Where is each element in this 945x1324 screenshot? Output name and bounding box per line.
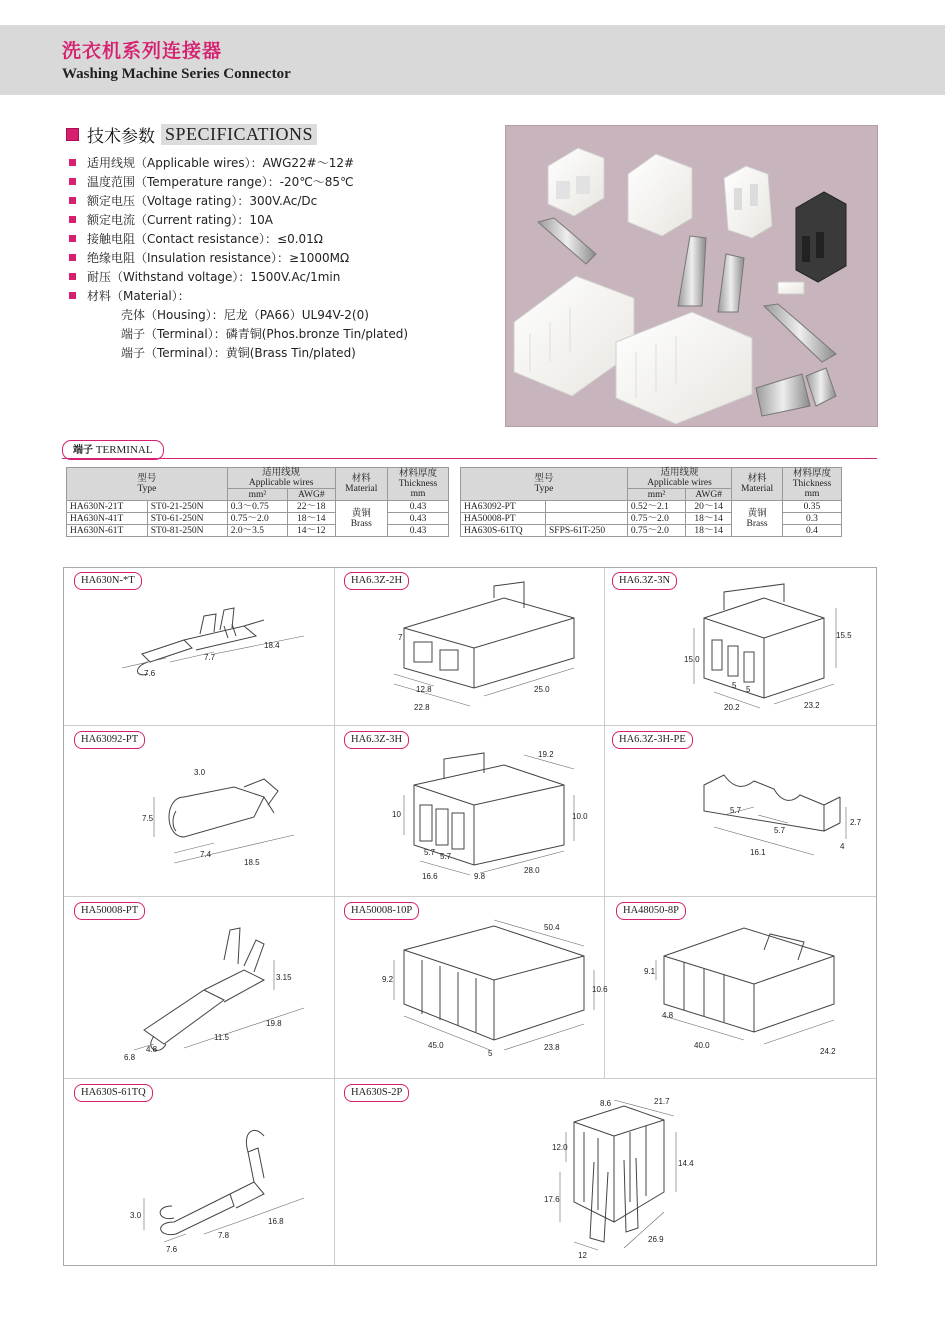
svg-text:8.6: 8.6 bbox=[600, 1099, 612, 1108]
svg-text:26.9: 26.9 bbox=[648, 1235, 664, 1244]
product-photo bbox=[505, 125, 878, 427]
drawing-ha630s2p bbox=[514, 1092, 714, 1264]
terminal-table-right bbox=[460, 467, 842, 537]
svg-text:5.7: 5.7 bbox=[424, 848, 436, 857]
specs-list bbox=[69, 153, 408, 362]
drawing-cell-ha5000810p bbox=[334, 896, 608, 1078]
table-row: HA630N-61T ST0-81-250N 2.0～3.5 14～12 0.43 bbox=[67, 525, 449, 537]
svg-text:16.1: 16.1 bbox=[750, 848, 766, 857]
svg-text:7.8: 7.8 bbox=[218, 1231, 230, 1240]
drawings-grid bbox=[63, 567, 877, 1266]
drawing-cell-ha63z2h bbox=[334, 568, 604, 725]
drawing-cell-ha63z3hpe bbox=[604, 725, 876, 896]
page-title-en: Washing Machine Series Connector bbox=[62, 66, 291, 82]
svg-text:12.0: 12.0 bbox=[552, 1143, 568, 1152]
svg-text:15.0: 15.0 bbox=[684, 655, 700, 664]
svg-text:17.6: 17.6 bbox=[544, 1195, 560, 1204]
drawing-label: HA48050-8P bbox=[616, 902, 686, 920]
svg-text:10.6: 10.6 bbox=[592, 985, 608, 994]
drawing-ha630n bbox=[104, 596, 324, 706]
table-header-wires: 适用线规 Applicable wires bbox=[227, 468, 335, 489]
svg-text:7.6: 7.6 bbox=[166, 1245, 178, 1254]
svg-text:7.5: 7.5 bbox=[142, 814, 154, 823]
terminal-photo-1 bbox=[538, 218, 596, 264]
svg-text:21.7: 21.7 bbox=[654, 1097, 670, 1106]
table-material-cell: 黄铜 Brass bbox=[732, 501, 783, 537]
spec-item: 耐压（Withstand voltage）：1500V.Ac/1min bbox=[69, 267, 408, 286]
svg-text:9.2: 9.2 bbox=[382, 975, 394, 984]
drawing-label: HA6.3Z-3H-PE bbox=[612, 731, 693, 749]
table-row: HA630S-61TQ SFPS-61T-250 0.75～2.0 18～14 0.4 bbox=[461, 525, 842, 537]
svg-text:5: 5 bbox=[732, 681, 737, 690]
table-header-wires: 适用线规 Applicable wires bbox=[627, 468, 731, 489]
terminal-photo-4 bbox=[756, 368, 836, 416]
svg-text:4.8: 4.8 bbox=[662, 1011, 674, 1020]
svg-text:5.7: 5.7 bbox=[730, 806, 742, 815]
svg-text:5: 5 bbox=[746, 685, 751, 694]
housing-3h-photo bbox=[724, 166, 772, 238]
table-header-type: 型号 Type bbox=[67, 468, 228, 501]
svg-text:9.8: 9.8 bbox=[474, 872, 486, 881]
table-header-awg: AWG# bbox=[288, 489, 336, 501]
specs-title-en: SPECIFICATIONS bbox=[161, 124, 317, 145]
terminal-divider bbox=[62, 458, 877, 459]
table-header-material: 材料 Material bbox=[335, 468, 387, 501]
drawing-ha63z3hpe bbox=[664, 755, 874, 885]
spec-item: 额定电流（Current rating）：10A bbox=[69, 210, 408, 229]
svg-text:20.2: 20.2 bbox=[724, 703, 740, 712]
spec-material-terminal-2: 端子（Terminal）：黄铜(Brass Tin/plated) bbox=[121, 346, 356, 360]
housing-2p-photo bbox=[548, 148, 604, 216]
drawing-label: HA6.3Z-2H bbox=[344, 572, 409, 590]
drawing-label: HA630S-2P bbox=[344, 1084, 409, 1102]
spec-item: 温度范围（Temperature range）：-20℃～85℃ bbox=[69, 172, 408, 191]
svg-text:3.15: 3.15 bbox=[276, 973, 292, 982]
spec-item: 绝缘电阻（Insulation resistance）：≥1000MΩ bbox=[69, 248, 408, 267]
product-photo-art bbox=[506, 126, 879, 428]
table-header-thickness: 材料厚度 Thickness mm bbox=[782, 468, 841, 501]
svg-text:24.2: 24.2 bbox=[820, 1047, 836, 1056]
table-material-cell: 黄铜 Brass bbox=[335, 501, 387, 537]
svg-text:5.7: 5.7 bbox=[774, 826, 786, 835]
bullet-icon bbox=[69, 197, 76, 204]
svg-text:16.8: 16.8 bbox=[268, 1217, 284, 1226]
housing-black-photo bbox=[796, 192, 846, 282]
housing-3n-photo bbox=[628, 154, 692, 236]
svg-text:15.5: 15.5 bbox=[836, 631, 852, 640]
svg-text:50.4: 50.4 bbox=[544, 923, 560, 932]
svg-text:4.8: 4.8 bbox=[146, 1045, 158, 1054]
spec-item: 材料（Material）： bbox=[69, 286, 408, 305]
terminal-section-tag: 端子 TERMINAL bbox=[62, 440, 164, 460]
drawing-cell-ha480508p bbox=[604, 896, 876, 1078]
svg-text:40.0: 40.0 bbox=[694, 1041, 710, 1050]
drawing-ha63z2h bbox=[374, 588, 594, 718]
table-header-mm2: mm² bbox=[627, 489, 685, 501]
drawing-label: HA6.3Z-3N bbox=[612, 572, 677, 590]
svg-text:28.0: 28.0 bbox=[524, 866, 540, 875]
table-row: HA630N-21T ST0-21-250N 0.3～0.75 22～18 黄铜 Brass 0.43 bbox=[67, 501, 449, 513]
svg-text:25.0: 25.0 bbox=[534, 685, 550, 694]
svg-text:7.6: 7.6 bbox=[144, 669, 156, 678]
drawing-ha50008pt bbox=[114, 920, 324, 1070]
svg-text:23.8: 23.8 bbox=[544, 1043, 560, 1052]
drawing-ha5000810p bbox=[364, 920, 608, 1076]
drawing-label: HA63092-PT bbox=[74, 731, 145, 749]
housing-10p-photo bbox=[616, 312, 752, 424]
svg-text:2.7: 2.7 bbox=[850, 818, 862, 827]
drawing-cell-ha63092 bbox=[64, 725, 334, 896]
drawing-cell-ha63z3n bbox=[604, 568, 876, 725]
svg-text:12: 12 bbox=[578, 1251, 587, 1260]
svg-text:3.0: 3.0 bbox=[194, 768, 206, 777]
svg-text:23.2: 23.2 bbox=[804, 701, 820, 710]
specs-heading bbox=[66, 122, 317, 146]
drawing-cell-ha630n bbox=[64, 568, 334, 725]
svg-text:18.5: 18.5 bbox=[244, 858, 260, 867]
bullet-icon bbox=[69, 254, 76, 261]
table-header-mm2: mm² bbox=[227, 489, 287, 501]
svg-text:7.7: 7.7 bbox=[204, 653, 216, 662]
svg-text:12.8: 12.8 bbox=[416, 685, 432, 694]
drawing-cell-ha630s61tq bbox=[64, 1078, 334, 1265]
drawing-label: HA630N-*T bbox=[74, 572, 142, 590]
svg-text:7.4: 7.4 bbox=[200, 850, 212, 859]
spec-item: 适用线规（Applicable wires）：AWG22#～12# bbox=[69, 153, 408, 172]
spec-material-terminal-1: 端子（Terminal）：磷青铜(Phos.bronze Tin/plated) bbox=[121, 327, 409, 341]
drawing-cell-ha63z3h bbox=[334, 725, 604, 896]
drawing-ha63z3n bbox=[664, 588, 864, 723]
drawing-label: HA50008-10P bbox=[344, 902, 419, 920]
bullet-icon bbox=[69, 292, 76, 299]
table-header-material: 材料 Material bbox=[732, 468, 783, 501]
drawing-cell-ha50008pt bbox=[64, 896, 334, 1078]
table-row: HA63092-PT 0.52～2.1 20～14 黄铜 Brass 0.35 bbox=[461, 501, 842, 513]
drawing-ha630s61tq bbox=[114, 1102, 324, 1262]
bullet-icon bbox=[69, 178, 76, 185]
bullet-icon bbox=[69, 216, 76, 223]
svg-text:5.7: 5.7 bbox=[440, 852, 452, 861]
svg-text:11.5: 11.5 bbox=[214, 1033, 229, 1042]
page-title-cn: 洗衣机系列连接器 bbox=[62, 40, 223, 62]
svg-text:9.1: 9.1 bbox=[644, 967, 656, 976]
drawing-ha63092 bbox=[114, 757, 324, 887]
drawing-cell-ha630s2p bbox=[334, 1078, 876, 1265]
svg-text:6.8: 6.8 bbox=[124, 1053, 136, 1062]
svg-text:10.0: 10.0 bbox=[572, 812, 588, 821]
svg-text:22.8: 22.8 bbox=[414, 703, 430, 712]
table-header-type: 型号 Type bbox=[461, 468, 628, 501]
svg-text:5: 5 bbox=[488, 1049, 493, 1058]
svg-text:16.6: 16.6 bbox=[422, 872, 438, 881]
svg-text:45.0: 45.0 bbox=[428, 1041, 444, 1050]
terminal-photo-2 bbox=[678, 236, 744, 312]
svg-text:4: 4 bbox=[840, 842, 845, 851]
drawing-label: HA50008-PT bbox=[74, 902, 145, 920]
spec-item: 额定电压（Voltage rating）：300V.Ac/Dc bbox=[69, 191, 408, 210]
drawing-label: HA6.3Z-3H bbox=[344, 731, 409, 749]
square-bullet-icon bbox=[66, 128, 79, 141]
bullet-icon bbox=[69, 273, 76, 280]
table-header-thickness: 材料厚度 Thickness mm bbox=[388, 468, 449, 501]
spec-material-housing: 壳体（Housing）：尼龙（PA66）UL94V-2(0) bbox=[121, 308, 369, 322]
drawing-ha480508p bbox=[634, 920, 869, 1076]
terminal-photo-3 bbox=[764, 282, 836, 362]
svg-text:14.4: 14.4 bbox=[678, 1159, 694, 1168]
specs-title-cn: 技术参数 bbox=[87, 126, 155, 147]
bullet-icon bbox=[69, 235, 76, 242]
table-header-awg: AWG# bbox=[686, 489, 732, 501]
svg-text:3.0: 3.0 bbox=[130, 1211, 142, 1220]
spec-item: 接触电阻（Contact resistance）：≤0.01Ω bbox=[69, 229, 408, 248]
svg-text:19.8: 19.8 bbox=[266, 1019, 282, 1028]
table-row: HA50008-PT 0.75～2.0 18～14 0.3 bbox=[461, 513, 842, 525]
bullet-icon bbox=[69, 159, 76, 166]
svg-text:18.4: 18.4 bbox=[264, 641, 280, 650]
drawing-ha63z3h bbox=[374, 745, 599, 895]
drawing-label: HA630S-61TQ bbox=[74, 1084, 153, 1102]
svg-text:7: 7 bbox=[398, 633, 403, 642]
svg-text:19.2: 19.2 bbox=[538, 750, 554, 759]
table-row: HA630N-41T ST0-61-250N 0.75～2.0 18～14 0.43 bbox=[67, 513, 449, 525]
terminal-table-left bbox=[66, 467, 449, 537]
svg-text:10: 10 bbox=[392, 810, 401, 819]
